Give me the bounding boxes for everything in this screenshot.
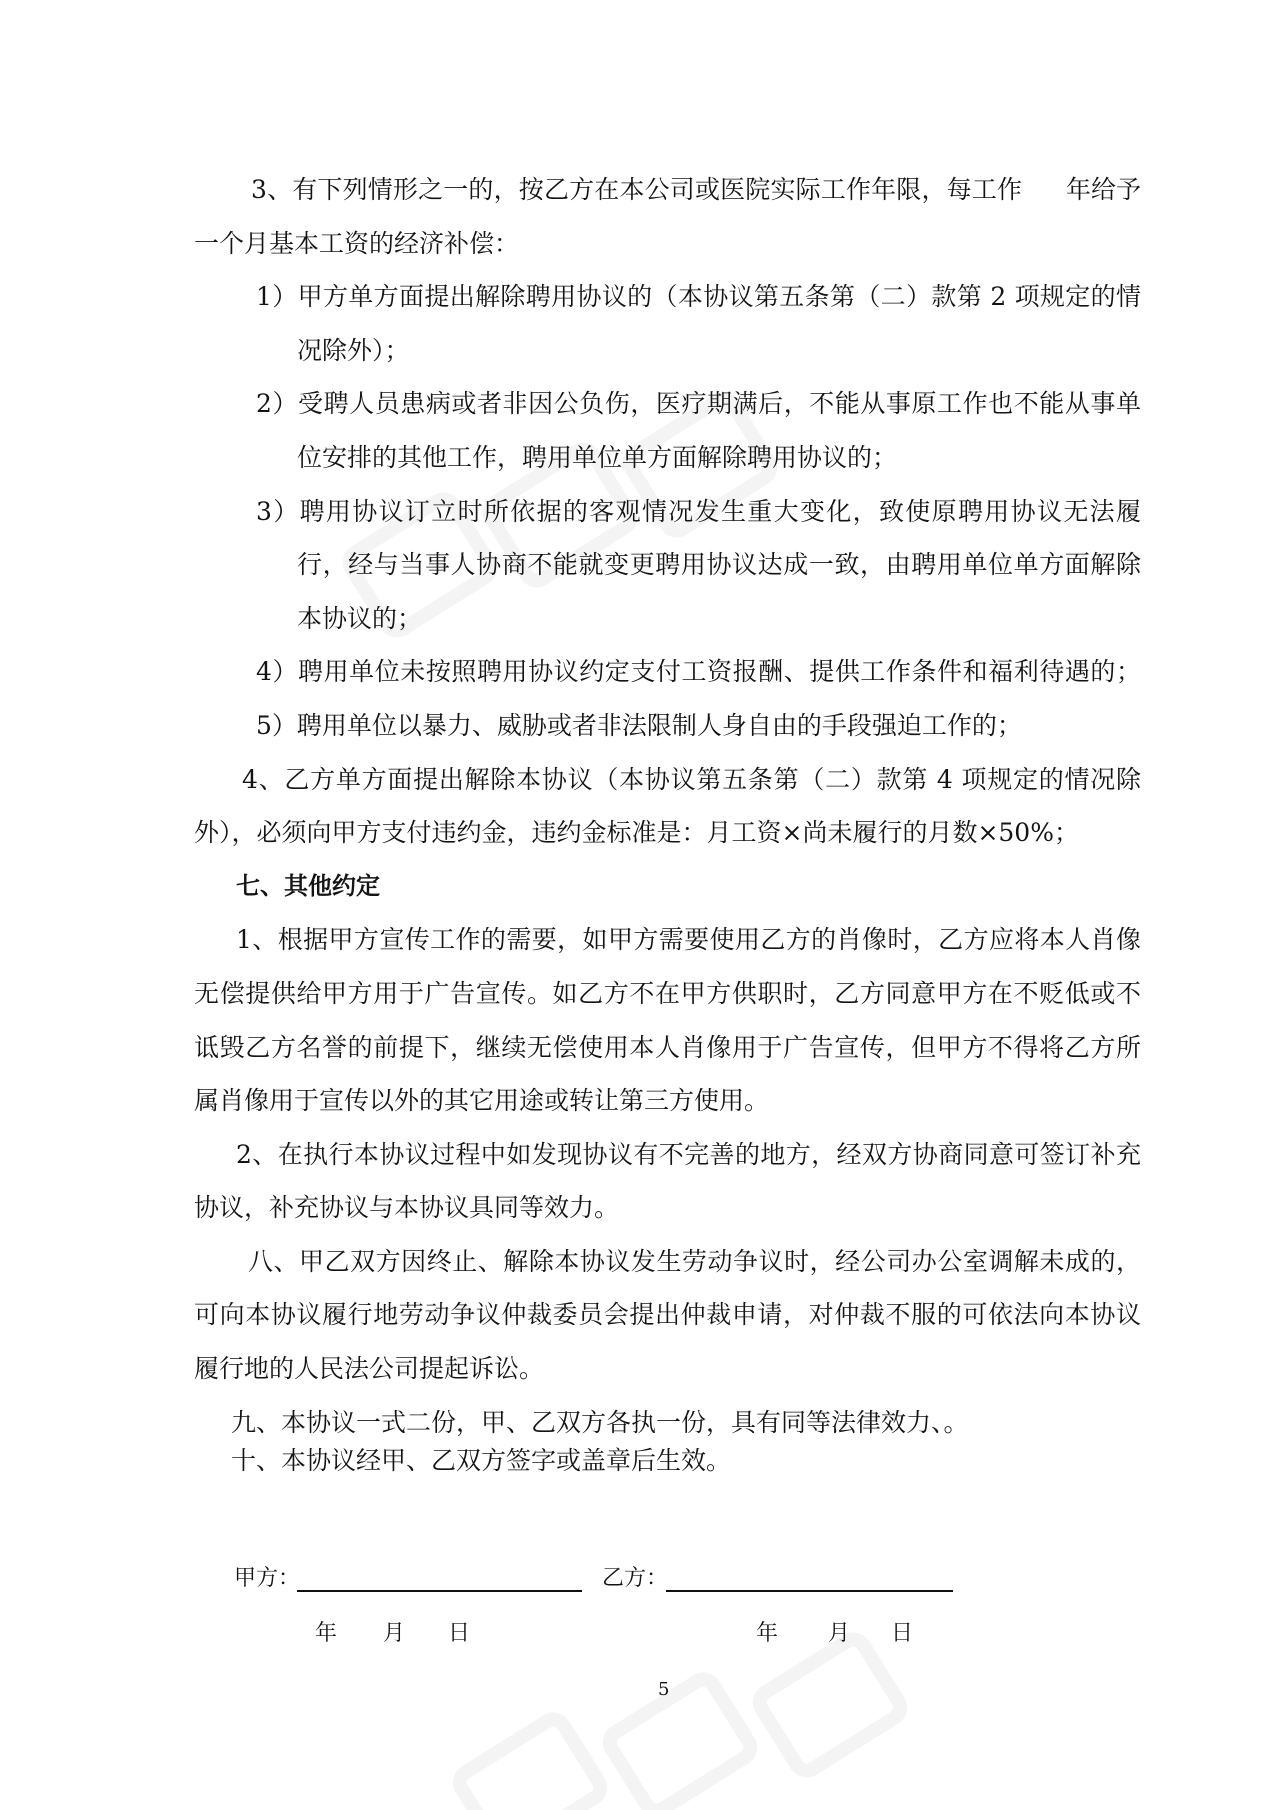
clause-line: 八、甲乙双方因终止、解除本协议发生劳动争议时，经公司办公室调解未成的， (248, 1246, 1141, 1276)
clause-line: 属肖像用于宣传以外的其它用途或转让第三方使用。 (194, 1086, 770, 1116)
section-other-terms (194, 860, 1141, 1235)
sub-item-line: 本协议的； (297, 603, 423, 633)
sub-item-line: 1）甲方单方面提出解除聘用协议的（本协议第五条第（二）款第 2 项规定的情 (256, 282, 1141, 312)
clause-line: 可向本协议履行地劳动争议仲裁委员会提出仲裁申请，对仲裁不服的可依法向本协议 (194, 1300, 1141, 1330)
sub-item-line: 4）聘用单位未按照聘用协议约定支付工资报酬、提供工作条件和福利待遇的； (256, 657, 1141, 687)
party-b-date-year: 年 (756, 1621, 779, 1646)
party-b-label: 乙方： (602, 1566, 669, 1591)
document-body (194, 163, 1141, 1479)
clause-line: 4、乙方单方面提出解除本协议（本协议第五条第（二）款第 4 项规定的情况除 (242, 764, 1141, 794)
sub-item-line: 3）聘用协议订立时所依据的客观情况发生重大变化，致使原聘用协议无法履 (256, 496, 1141, 526)
clause-line: 协议，补充协议与本协议具同等效力。 (194, 1193, 620, 1223)
clause-text: 3、有下列情形之一的，按乙方在本公司或医院实际工作年限，每工作 (251, 175, 1022, 204)
section-dispute (194, 1235, 1141, 1396)
sub-item-2 (194, 377, 1141, 484)
party-a-date-day: 日 (448, 1621, 471, 1646)
party-a-label: 甲方： (234, 1566, 301, 1591)
clause-line: 履行地的人民法公司提起诉讼。 (194, 1354, 545, 1384)
clause-compensation (194, 163, 1141, 753)
sub-item-line: 行，经与当事人协商不能就变更聘用协议达成一致，由聘用单位单方面解除 (297, 550, 1141, 580)
sub-item-line: 况除外）； (297, 335, 410, 365)
sub-item-3 (194, 485, 1141, 646)
page-number: 5 (658, 1679, 670, 1700)
clause-text: 年给予 (1065, 175, 1141, 204)
sub-item-4 (194, 645, 1141, 699)
clause-line: 外），必须向甲方支付违约金，违约金标准是：月工资×尚未履行的月数×50%； (194, 818, 1079, 848)
clause-line: 诋毁乙方名誉的前提下，继续无偿使用本人肖像用于广告宣传，但甲方不得将乙方所 (194, 1032, 1141, 1062)
sub-item-1 (194, 270, 1141, 377)
section-heading: 七、其他约定 (236, 871, 380, 900)
sub-item-line: 2）受聘人员患病或者非因公负伤，医疗期满后，不能从事原工作也不能从事单 (256, 389, 1141, 419)
party-b-date-month: 月 (828, 1621, 851, 1646)
sub-item-5 (194, 699, 1141, 753)
section-effective: 十、本协议经甲、乙双方签字或盖章后生效。 (231, 1446, 732, 1476)
clause-line (251, 163, 1141, 217)
clause-portrait (194, 913, 1141, 1127)
party-a-date-year: 年 (315, 1621, 338, 1646)
party-a-signature-line (297, 1590, 582, 1592)
clause-line: 一个月基本工资的经济补偿： (194, 228, 520, 258)
clause-line: 1、根据甲方宣传工作的需要，如甲方需要使用乙方的肖像时，乙方应将本人肖像 (236, 925, 1141, 955)
clause-line: 2、在执行本协议过程中如发现协议有不完善的地方，经双方协商同意可签订补充 (236, 1139, 1141, 1169)
party-a-date-month: 月 (383, 1621, 406, 1646)
clause-supplement (194, 1128, 1141, 1235)
party-b-date-day: 日 (891, 1621, 914, 1646)
clause-penalty (194, 753, 1141, 860)
clause-line: 无偿提供给甲方用于广告宣传。如乙方不在甲方供职时，乙方同意甲方在不贬低或不 (194, 978, 1141, 1008)
sub-item-line: 位安排的其他工作，聘用单位单方面解除聘用协议的； (297, 442, 898, 472)
section-copies: 九、本协议一式二份，甲、乙双方各执一份，具有同等法律效力、。 (231, 1407, 969, 1437)
sub-item-line: 5）聘用单位以暴力、威胁或者非法限制人身自由的手段强迫工作的； (256, 710, 1022, 740)
party-b-signature-line (666, 1590, 953, 1592)
